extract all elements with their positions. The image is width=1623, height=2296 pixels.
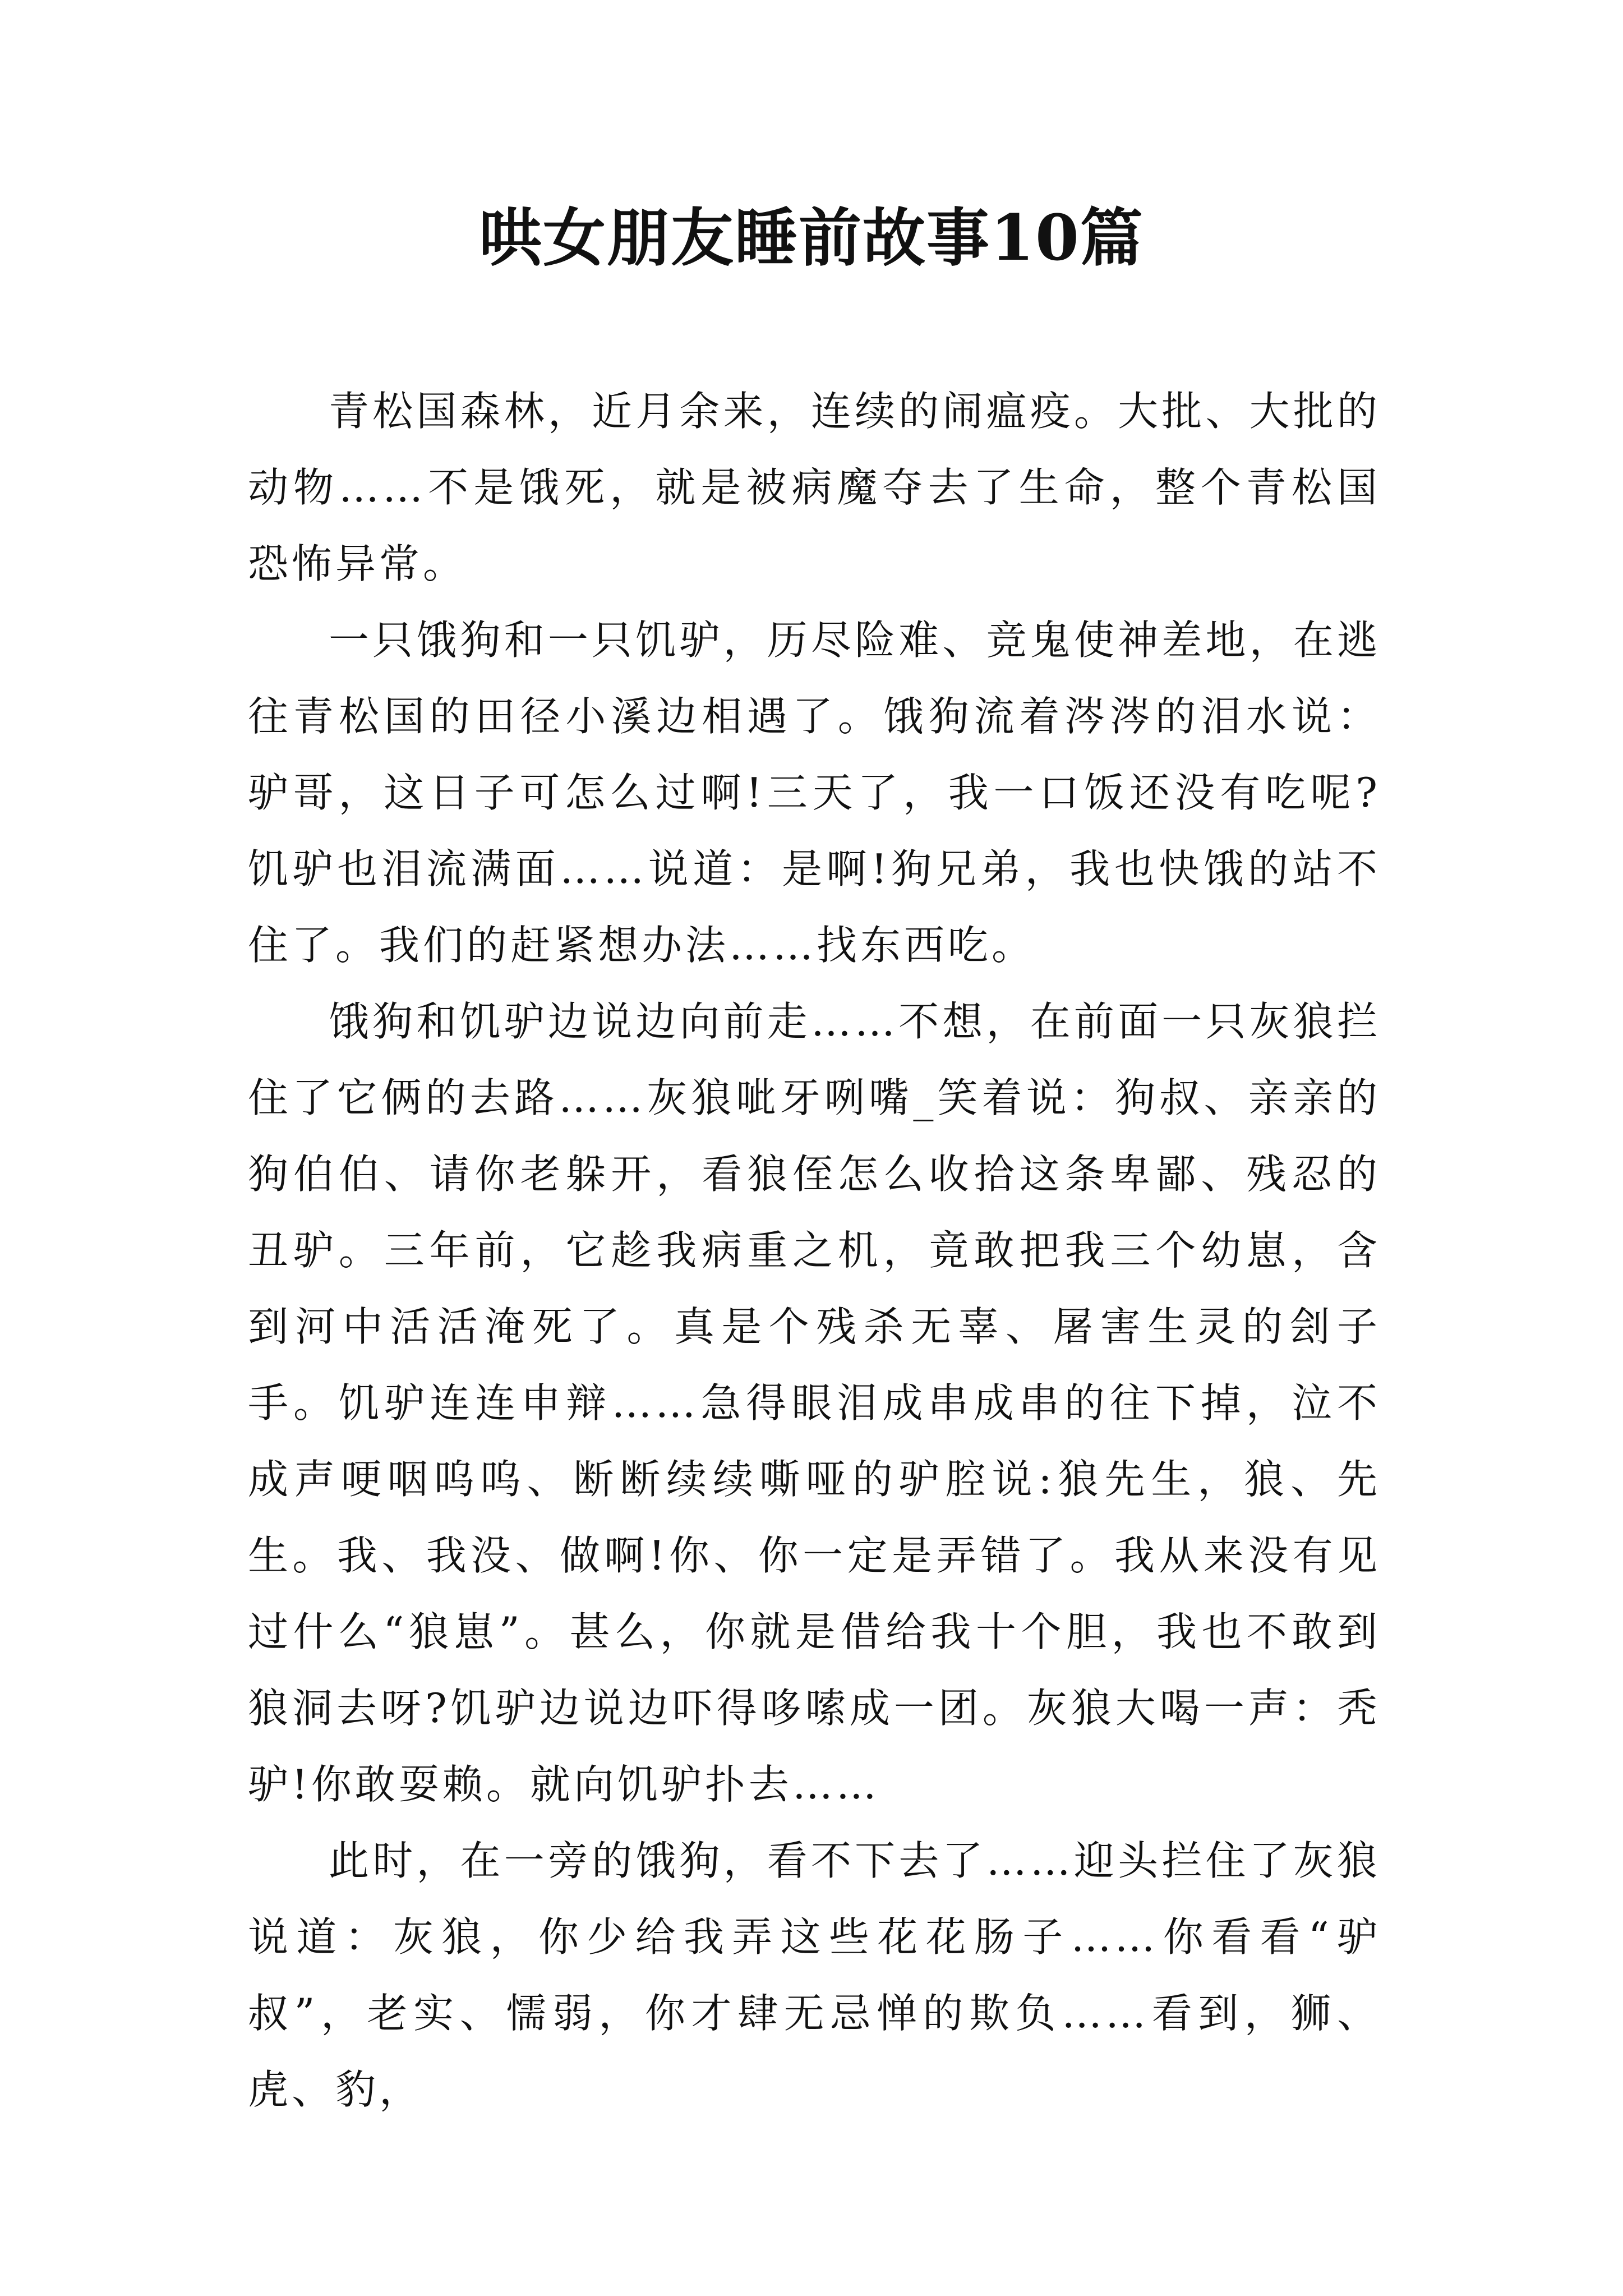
paragraph-1: 青松国森林，近月余来，连续的闹瘟疫。大批、大批的动物……不是饿死，就是被病魔夺去了生命，整个青松国恐怖异常。 bbox=[248, 388, 1381, 587]
paragraph-2: 一只饿狗和一只饥驴，历尽险难、竞鬼使神差地，在逃往青松国的田径小溪边相遇了。饿狗流着涔涔的泪水说：驴哥，这日子可怎么过啊!三天了，我一口饭还没有吃呢?饥驴也泪流满面……说道：是啊!狗兄弟，我也快饿的站不住了。我们的赶紧想办法……找东西吃。 bbox=[248, 616, 1381, 969]
document-title: 哄女朋友睡前故事10篇 bbox=[479, 201, 1144, 275]
paragraph-3: 饿狗和饥驴边说边向前走……不想，在前面一只灰狼拦住了它俩的去路……灰狼呲牙咧嘴_笑着说：狗叔、亲亲的狗伯伯、请你老躲开，看狼侄怎么收拾这条卑鄙、残忍的丑驴。三年前，它趁我病重之机，竟敢把我三个幼崽，含到河中活活淹死了。真是个残杀无辜、屠害生灵的刽子手。饥驴连连申辩……急得眼泪成串成串的往下掉，泣不成声哽咽呜呜、断断续续嘶哑的驴腔说:狼先生，狼、先生。我、我没、做啊!你、你一定是弄错了。我从来没有见过什么“狼崽”。甚么，你就是借给我十个胆，我也不敢到狼洞去呀?饥驴边说边吓得哆嗦成一团。灰狼大喝一声：秃驴!你敢耍赖。就向饥驴扑去…… bbox=[248, 998, 1381, 1808]
paragraph-4: 此时，在一旁的饿狗，看不下去了……迎头拦住了灰狼说道：灰狼，你少给我弄这些花花肠子……你看看“驴叔”，老实、懦弱，你才肆无忌惮的欺负……看到，狮、虎、豹， bbox=[248, 1837, 1381, 2113]
document-body bbox=[248, 373, 1381, 2128]
